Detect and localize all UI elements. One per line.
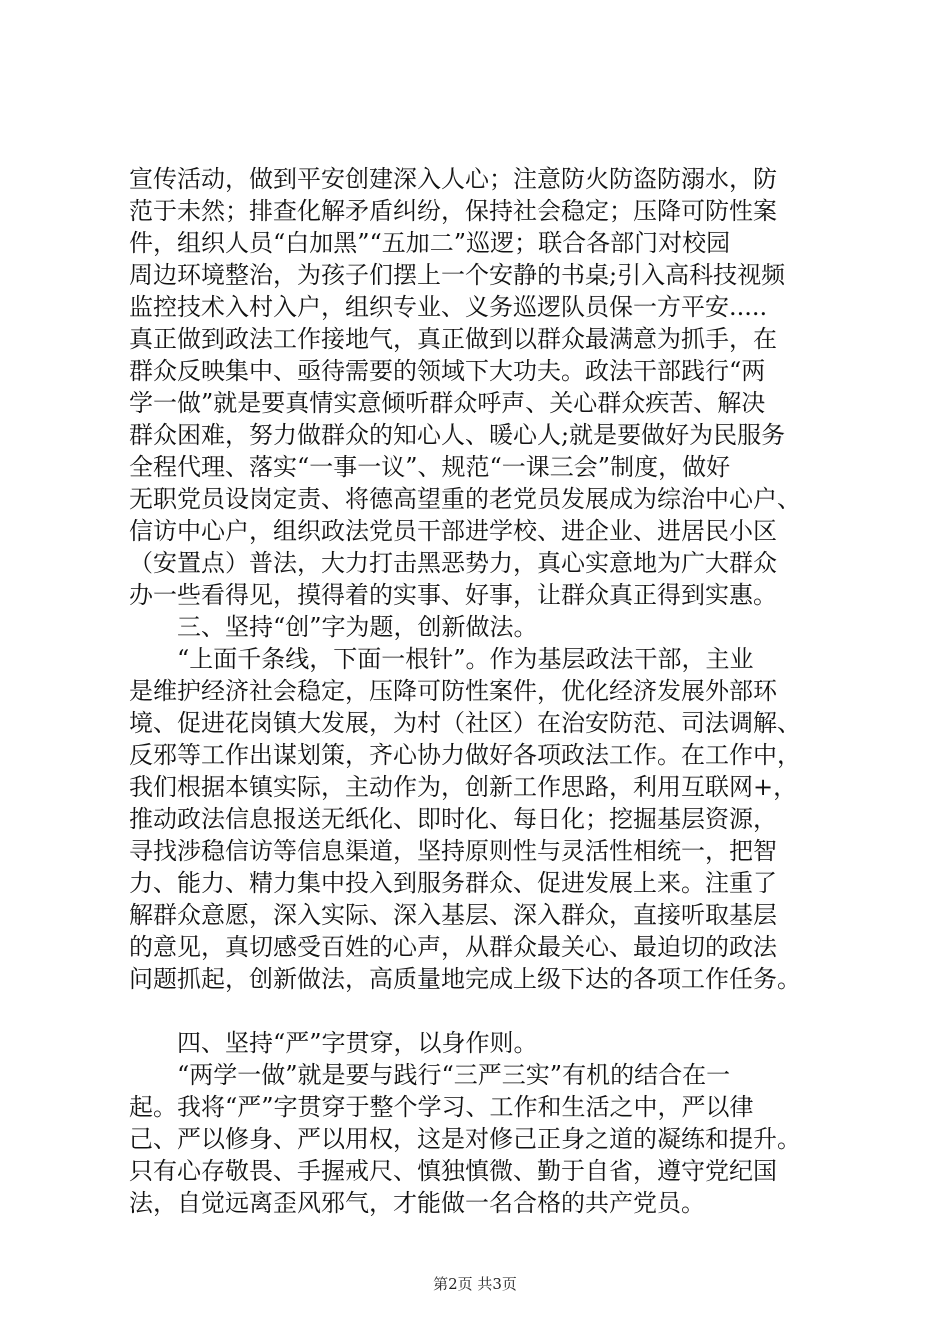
text-line: 寻找涉稳信访等信息渠道，坚持原则性与灵活性相统一，把智 (129, 837, 777, 865)
text-line: 宣传活动，做到平安创建深入人心；注意防火防盗防溺水，防 (129, 165, 777, 193)
text-line: （安置点）普法，大力打击黑恶势力，真心实意地为广大群众 (129, 549, 777, 577)
text-line: 群众困难，努力做群众的知心人、暖心人;就是要做好为民服务 (129, 421, 786, 449)
text-line: 信访中心户，组织政法党员干部进学校、进企业、进居民小区 (129, 517, 777, 545)
text-line: 境、促进花岗镇大发展，为村（社区）在治安防范、司法调解、 (129, 709, 801, 737)
section-heading: 四、坚持“严”字贯穿，以身作则。 (129, 1029, 538, 1057)
text-line: 推动政法信息报送无纸化、即时化、每日化；挖掘基层资源， (129, 805, 777, 833)
text-line: 范于未然；排查化解矛盾纠纷，保持社会稳定；压降可防性案 (129, 197, 777, 225)
text-line: 的意见，真切感受百姓的心声，从群众最关心、最迫切的政法 (129, 933, 777, 961)
text-line: 学一做”就是要真情实意倾听群众呼声、关心群众疾苦、解决 (129, 389, 766, 417)
text-line: 己、严以修身、严以用权，这是对修己正身之道的凝练和提升。 (129, 1125, 801, 1153)
text-line: 解群众意愿，深入实际、深入基层、深入群众，直接听取基层 (129, 901, 777, 929)
section-heading: 三、坚持“创”字为题，创新做法。 (129, 613, 538, 641)
text-line: 问题抓起，创新做法，高质量地完成上级下达的各项工作任务。 (129, 965, 801, 993)
text-line: 件，组织人员“白加黑”“五加二”巡逻；联合各部门对校园 (129, 229, 731, 257)
text-line: “两学一做”就是要与践行“三严三实”有机的结合在一 (129, 1061, 731, 1089)
text-line: 法，自觉远离歪风邪气，才能做一名合格的共产党员。 (129, 1189, 705, 1217)
document-body (129, 163, 829, 1219)
text-line: 起。我将“严”字贯穿于整个学习、工作和生活之中，严以律 (129, 1093, 754, 1121)
text-line: 群众反映集中、亟待需要的领域下大功夫。政法干部践行“两 (129, 357, 766, 385)
page-footer (0, 1274, 950, 1294)
text-line: 我们根据本镇实际，主动作为，创新工作思路，利用互联网+， (129, 773, 798, 801)
text-line: 反邪等工作出谋划策，齐心协力做好各项政法工作。在工作中， (129, 741, 801, 769)
text-line: 是维护经济社会稳定，压降可防性案件，优化经济发展外部环 (129, 677, 777, 705)
text-line: 无职党员设岗定责、将德高望重的老党员发展成为综治中心户、 (129, 485, 801, 513)
text-line: 力、能力、精力集中投入到服务群众、促进发展上来。注重了 (129, 869, 777, 897)
text-line: 只有心存敬畏、手握戒尺、慎独慎微、勤于自省，遵守党纪国 (129, 1157, 777, 1185)
text-line: “上面千条线，下面一根针”。作为基层政法干部，主业 (129, 645, 754, 673)
page-number-label: 第2页 共3页 (433, 1275, 517, 1293)
text-line: 监控技术入村入户，组织专业、义务巡逻队员保一方平安..... (129, 293, 768, 321)
text-line: 全程代理、落实“一事一议”、规范“一课三会”制度，做好 (129, 453, 731, 481)
text-line: 办一些看得见，摸得着的实事、好事，让群众真正得到实惠。 (129, 581, 777, 609)
text-line: 周边环境整治，为孩子们摆上一个安静的书桌;引入高科技视频 (129, 261, 786, 289)
text-line: 真正做到政法工作接地气，真正做到以群众最满意为抓手，在 (129, 325, 777, 353)
